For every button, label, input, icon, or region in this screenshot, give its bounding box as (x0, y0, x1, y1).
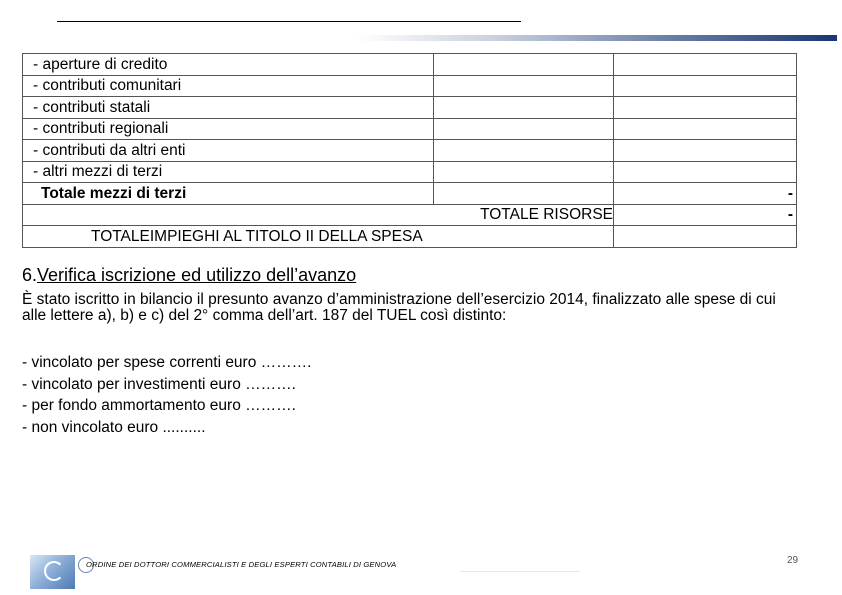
row-cell (434, 54, 614, 76)
row-cell (614, 161, 797, 183)
row-cell (434, 97, 614, 119)
row-cell (434, 183, 614, 205)
totale-mezzi-label: Totale mezzi di terzi (23, 183, 434, 205)
row-cell (434, 140, 614, 162)
table-row (23, 161, 797, 183)
row-cell (434, 161, 614, 183)
logo-mark-icon (44, 561, 64, 581)
table-row (23, 75, 797, 97)
totale-risorse-label: TOTALE RISORSE (23, 204, 614, 226)
page-number: 29 (787, 555, 799, 566)
table-row (23, 54, 797, 76)
section-title-text: Verifica iscrizione ed utilizzo dell’avanzo (37, 265, 357, 285)
row-label: - contributi da altri enti (23, 140, 434, 162)
totale-mezzi-row (23, 183, 797, 205)
list-item: - non vincolato euro .......... (22, 418, 206, 436)
resources-table (22, 53, 797, 248)
section-number: 6. (22, 265, 38, 285)
list-item: - per fondo ammortamento euro ………. (22, 397, 296, 414)
totale-mezzi-value: - (614, 183, 797, 205)
totale-risorse-value: - (614, 204, 797, 226)
totale-impieghi-value (614, 226, 797, 248)
row-cell (614, 54, 797, 76)
avanzo-list (22, 352, 311, 438)
header-gradient-bar (355, 35, 837, 41)
list-item: - vincolato per investimenti euro ………. (22, 375, 296, 393)
row-cell (614, 75, 797, 97)
section-paragraph: È stato iscritto in bilancio il presunto avanzo d’amministrazione dell’esercizio 2014, finalizzato alle spese di cui alle lettere a), b) e c) del 2° comma dell’art. 187 del TUEL così distinto: (22, 291, 776, 324)
footer-rule (460, 571, 580, 572)
row-cell (614, 118, 797, 140)
footer-org-name: ORDINE DEI DOTTORI COMMERCIALISTI E DEGLI ESPERTI CONTABILI DI GENOVA (86, 560, 397, 569)
row-cell (614, 97, 797, 119)
totale-risorse-row (23, 204, 797, 226)
row-cell (434, 118, 614, 140)
row-label: - contributi comunitari (23, 75, 434, 97)
org-logo (30, 555, 75, 589)
table-row (23, 97, 797, 119)
row-label: - contributi statali (23, 97, 434, 119)
totale-impieghi-label: TOTALEIMPIEGHI AL TITOLO II DELLA SPESA (23, 226, 614, 248)
row-label: - aperture di credito (23, 54, 434, 76)
section-title (22, 265, 356, 286)
row-label: - altri mezzi di terzi (23, 161, 434, 183)
list-item: - vincolato per spese correnti euro ………. (22, 354, 312, 371)
table-row (23, 118, 797, 140)
row-cell (434, 75, 614, 97)
row-label: - contributi regionali (23, 118, 434, 140)
table-row (23, 140, 797, 162)
header-rule (57, 21, 521, 22)
row-cell (614, 140, 797, 162)
totale-impieghi-row (23, 226, 797, 248)
